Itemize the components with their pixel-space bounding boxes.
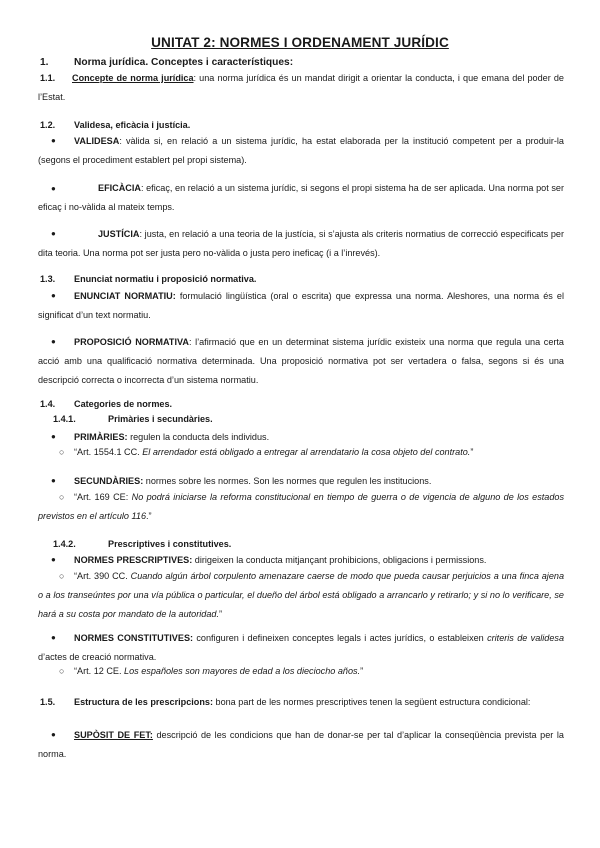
section-number: 1. (40, 57, 49, 68)
definition-end: d’actes de creació normativa. (38, 652, 157, 662)
bullet-icon: ● (51, 184, 56, 193)
quote-close: ” (360, 666, 364, 676)
definition: bona part de les normes prescriptives tenen la següent estructura condicional: (212, 697, 531, 707)
definition: descripció de les condicions que han de donar-se per tal d’aplicar la conseqüència prevista per la norma. (38, 730, 564, 759)
section-title: Categories de normes. (74, 399, 173, 409)
paragraph-proposicio (38, 333, 564, 390)
definition: : vàlida si, en relació a un sistema jurídic, ha estat elaborada per la institució competent per a produir-la (segons el procediment establert pel propi sistema). (38, 136, 564, 165)
example-quote: Los españoles son mayores de edad a los dieciocho años. (124, 666, 361, 676)
example-quote: El arrendador está obligado a entregar al arrendatario la cosa objeto del contrato. (142, 447, 471, 457)
section-title: Norma jurídica. Conceptes i característiques: (74, 57, 294, 68)
definition: configuren i defineixen conceptes legals i actes jurídics, o estableixen (193, 633, 488, 643)
term: ENUNCIAT NORMATIU: (74, 291, 176, 301)
circle-bullet-icon: ○ (59, 447, 65, 457)
circle-bullet-icon: ○ (59, 571, 65, 581)
term: SUPÒSIT DE FET: (74, 730, 153, 740)
section-number: 1.4.2. (53, 539, 76, 549)
definition: normes sobre les normes. Son les normes que regulen les institucions. (143, 476, 432, 486)
section-number: 1.4. (40, 399, 56, 409)
section-number: 1.1. (40, 73, 56, 83)
section-title: Primàries i secundàries. (108, 414, 213, 424)
section-title: Validesa, eficàcia i justícia. (74, 120, 191, 130)
quote-close: ” (218, 609, 223, 619)
example-ref: “Art. 12 CE. (74, 666, 125, 676)
circle-bullet-icon: ○ (59, 666, 65, 676)
bullet-icon: ● (51, 730, 56, 739)
definition: dirigeixen la conducta mitjançant prohibicions, obligacions i permissions. (192, 555, 487, 565)
example-quote: No podrá iniciarse la reforma constitucional en tiempo de guerra o de vigencia de alguno de los estados previstos en el artículo 116 (38, 492, 565, 521)
quote-close: .” (146, 511, 152, 521)
example-primaries (74, 447, 473, 458)
section-number: 1.2. (40, 120, 56, 130)
paragraph-secundaries (74, 476, 431, 487)
paragraph-suposit (38, 726, 564, 764)
bullet-icon: ● (51, 229, 56, 238)
paragraph-eficacia (38, 179, 564, 217)
term: SECUNDÀRIES: (74, 476, 144, 486)
paragraph-concepte (38, 69, 564, 107)
term: PROPOSICIÓ NORMATIVA (74, 337, 189, 347)
example-prescriptives (38, 567, 564, 624)
bullet-icon: ● (51, 337, 56, 346)
term: NORMES CONSTITUTIVES: (74, 633, 194, 643)
bullet-icon: ● (51, 432, 56, 441)
example-quote: Cuando algún árbol corpulento amenazare caerse de modo que pueda causar perjuicios a una finca ajena o a los transeúntes por una vía pública o particular, el dueño del árbol está obligado a arrancarlo y retirarlo; y si no lo verificare, se hará a su costa por mandato de la autoridad. (38, 571, 564, 619)
term: VALIDESA (74, 136, 120, 146)
paragraph-justicia (38, 225, 564, 263)
bullet-icon: ● (51, 136, 56, 145)
term: NORMES PRESCRIPTIVES: (74, 555, 193, 565)
example-ref: “Art. 1554.1 CC. (74, 447, 143, 457)
definition-italic: criteris de validesa (487, 633, 565, 643)
bullet-icon: ● (51, 633, 56, 642)
quote-close: ” (470, 447, 474, 457)
example-constitutives (74, 666, 363, 677)
definition: : l’afirmació que en un determinat sistema jurídic existeix una norma que regula una certa acció amb una qualificació normativa determinada. Una proposició normativa pot ser vertadera o falsa, segons si és una descripció correcta o incorrecta d’un sistema normatiu. (38, 337, 564, 385)
term: JUSTÍCIA (98, 229, 140, 239)
circle-bullet-icon: ○ (59, 492, 65, 502)
term: PRIMÀRIES: (74, 432, 128, 442)
section-number: 1.5. (40, 697, 56, 707)
bullet-icon: ● (51, 291, 56, 300)
bullet-icon: ● (51, 555, 56, 564)
definition: : justa, en relació a una teoria de la justícia, si s’ajusta als criteris normatius de correcció especificats per dita teoria. Una norma pot ser justa pero no-vàlida o justa pero ineficaç (i a l’inrevés). (38, 229, 564, 258)
section-number: 1.4.1. (53, 414, 76, 424)
term: Estructura de les prescripcions: (74, 697, 213, 707)
term: EFICÀCIA (98, 183, 141, 193)
definition: formulació lingüística (oral o escrita) que expressa una norma. Aleshores, una norma és el significat d’un text normatiu. (38, 291, 564, 320)
section-number: 1.3. (40, 274, 56, 284)
definition: : eficaç, en relació a un sistema jurídic, si segons el propi sistema ha de ser aplicada. Una norma pot ser eficaç i no-vàlida al mateix temps. (38, 183, 564, 212)
definition: regulen la conducta dels individus. (127, 432, 270, 442)
paragraph-constitutives (38, 629, 564, 667)
example-ref: “Art. 390 CC. (74, 571, 131, 581)
document-title: UNITAT 2: NORMES I ORDENAMENT JURÍDIC (151, 35, 449, 50)
example-secundaries (38, 488, 564, 526)
paragraph-enunciat (38, 287, 564, 325)
definition: : una norma jurídica és un mandat dirigit a orientar la conducta, i que emana del poder de l’Estat. (38, 73, 564, 102)
bullet-icon: ● (51, 476, 56, 485)
example-ref: “Art. 169 CE: (74, 492, 132, 502)
paragraph-validesa (38, 132, 564, 170)
section-1-heading (40, 57, 294, 68)
paragraph-prescriptives (74, 555, 486, 566)
paragraph-primaries (74, 432, 269, 443)
paragraph-estructura (38, 693, 564, 712)
section-title: Enunciat normatiu i proposició normativa. (74, 274, 257, 284)
term: Concepte de norma jurídica (72, 73, 194, 83)
section-title: Prescriptives i constitutives. (108, 539, 232, 549)
